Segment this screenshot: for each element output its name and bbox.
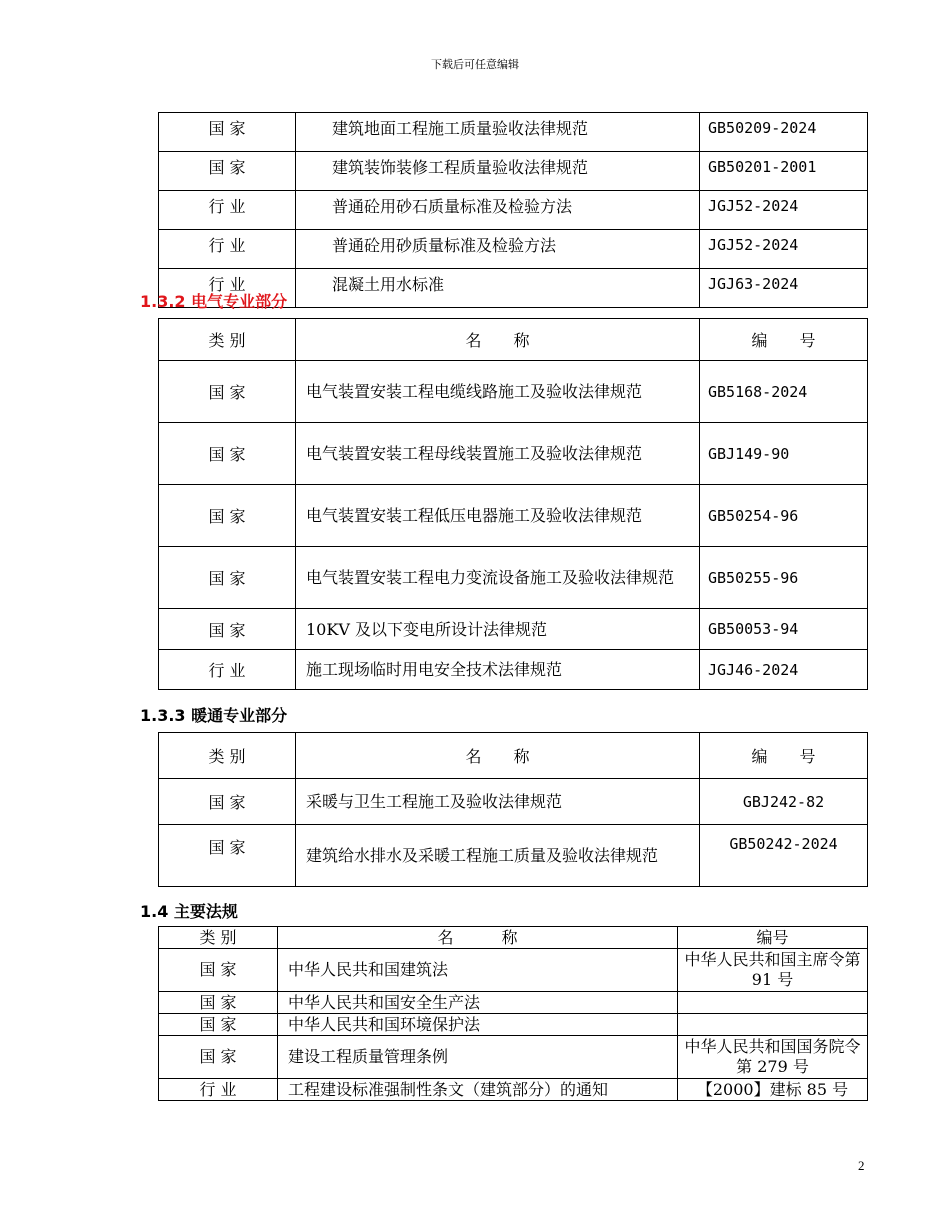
category-cell: 国 家 — [159, 361, 296, 423]
category-cell: 行 业 — [159, 191, 296, 230]
table-row — [159, 825, 868, 887]
table-row — [159, 949, 868, 992]
table-row — [159, 1079, 868, 1101]
name-cell: 电气装置安装工程低压电器施工及验收法律规范 — [296, 485, 700, 547]
header-name: 名 称 — [278, 927, 678, 949]
category-cell: 国 家 — [159, 949, 278, 992]
name-cell: 施工现场临时用电安全技术法律规范 — [296, 650, 700, 690]
table-row — [159, 650, 868, 690]
page-header: 下载后可任意编辑 — [431, 58, 519, 71]
header-category: 类 别 — [159, 927, 278, 949]
category-cell: 国 家 — [159, 779, 296, 825]
table-row — [159, 992, 868, 1014]
code-cell: JGJ52-2024 — [700, 191, 868, 230]
code-cell: 中华人民共和国国务院令第 279 号 — [678, 1036, 868, 1079]
table-row — [159, 361, 868, 423]
header-name: 名 称 — [296, 319, 700, 361]
header-category: 类 别 — [159, 733, 296, 779]
header-code: 编 号 — [700, 319, 868, 361]
code-cell: GBJ149-90 — [700, 423, 868, 485]
code-cell: JGJ63-2024 — [700, 269, 868, 308]
name-cell: 电气装置安装工程电缆线路施工及验收法律规范 — [296, 361, 700, 423]
category-cell: 国 家 — [159, 992, 278, 1014]
code-cell: GB50254-96 — [700, 485, 868, 547]
category-cell: 国 家 — [159, 825, 296, 887]
category-cell: 国 家 — [159, 113, 296, 152]
header-code: 编 号 — [700, 733, 868, 779]
laws-table — [158, 926, 868, 1101]
category-cell: 行 业 — [159, 230, 296, 269]
code-cell: GB50242-2024 — [700, 825, 868, 887]
code-cell: 中华人民共和国主席令第 91 号 — [678, 949, 868, 992]
name-cell: 10KV 及以下变电所设计法律规范 — [296, 609, 700, 650]
name-cell: 建筑地面工程施工质量验收法律规范 — [296, 113, 700, 152]
code-cell: GB50255-96 — [700, 547, 868, 609]
category-cell: 国 家 — [159, 152, 296, 191]
name-cell: 中华人民共和国安全生产法 — [278, 992, 678, 1014]
name-cell: 工程建设标准强制性条文（建筑部分）的通知 — [278, 1079, 678, 1101]
header-code: 编号 — [678, 927, 868, 949]
name-cell: 中华人民共和国建筑法 — [278, 949, 678, 992]
table-header-row — [159, 733, 868, 779]
name-cell: 电气装置安装工程电力变流设备施工及验收法律规范 — [296, 547, 700, 609]
table-row — [159, 113, 868, 152]
category-cell: 国 家 — [159, 609, 296, 650]
table-row — [159, 191, 868, 230]
header-name: 名 称 — [296, 733, 700, 779]
category-cell: 国 家 — [159, 485, 296, 547]
code-cell: JGJ46-2024 — [700, 650, 868, 690]
category-cell: 行 业 — [159, 650, 296, 690]
code-cell: GB5168-2024 — [700, 361, 868, 423]
table-row — [159, 485, 868, 547]
code-cell: GB50209-2024 — [700, 113, 868, 152]
category-cell: 国 家 — [159, 423, 296, 485]
table-row — [159, 423, 868, 485]
name-cell: 普通砼用砂石质量标准及检验方法 — [296, 191, 700, 230]
code-cell: 【2000】建标 85 号 — [678, 1079, 868, 1101]
code-cell — [678, 992, 868, 1014]
category-cell: 国 家 — [159, 547, 296, 609]
code-cell — [678, 1014, 868, 1036]
header-category: 类 别 — [159, 319, 296, 361]
category-cell: 国 家 — [159, 1036, 278, 1079]
name-cell: 建筑给水排水及采暖工程施工质量及验收法律规范 — [296, 825, 700, 887]
category-cell: 行 业 — [159, 1079, 278, 1101]
name-cell: 建筑装饰装修工程质量验收法律规范 — [296, 152, 700, 191]
hvac-standards-table — [158, 732, 868, 887]
name-cell: 中华人民共和国环境保护法 — [278, 1014, 678, 1036]
page-number: 2 — [858, 1158, 865, 1173]
code-cell: GB50201-2001 — [700, 152, 868, 191]
code-cell: JGJ52-2024 — [700, 230, 868, 269]
table-header-row — [159, 927, 868, 949]
table-row — [159, 779, 868, 825]
table-row — [159, 547, 868, 609]
section-heading-electrical: 1.3.2 电气专业部分 — [140, 292, 288, 311]
table-row — [159, 230, 868, 269]
code-cell: GBJ242-82 — [700, 779, 868, 825]
standards-table-continued — [158, 112, 868, 308]
section-heading-laws: 1.4 主要法规 — [140, 902, 238, 921]
category-cell: 行 业 — [159, 269, 296, 308]
table-row — [159, 152, 868, 191]
category-cell: 国 家 — [159, 1014, 278, 1036]
table-row — [159, 1036, 868, 1079]
code-cell: GB50053-94 — [700, 609, 868, 650]
section-heading-hvac: 1.3.3 暖通专业部分 — [140, 706, 288, 725]
name-cell: 电气装置安装工程母线装置施工及验收法律规范 — [296, 423, 700, 485]
table-row — [159, 609, 868, 650]
name-cell: 采暖与卫生工程施工及验收法律规范 — [296, 779, 700, 825]
table-header-row — [159, 319, 868, 361]
table-row — [159, 1014, 868, 1036]
electrical-standards-table — [158, 318, 868, 690]
name-cell: 建设工程质量管理条例 — [278, 1036, 678, 1079]
name-cell: 混凝土用水标准 — [296, 269, 700, 308]
name-cell: 普通砼用砂质量标准及检验方法 — [296, 230, 700, 269]
